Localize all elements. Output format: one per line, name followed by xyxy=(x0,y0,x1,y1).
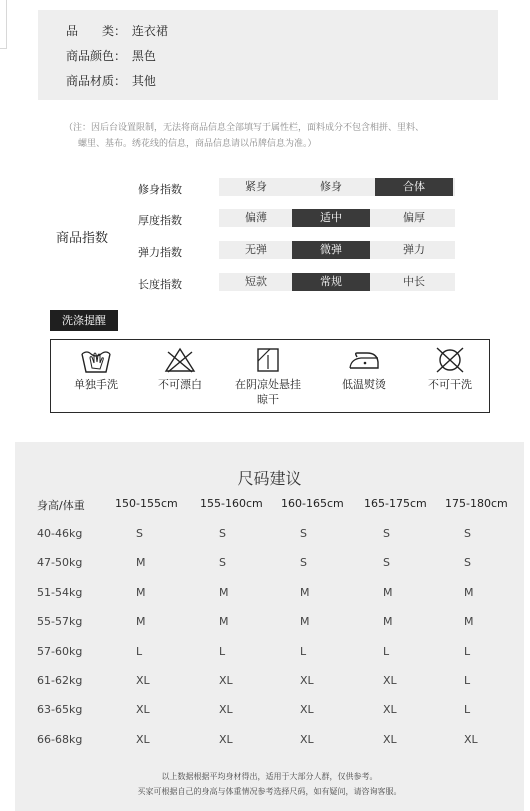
color-value: 黑色 xyxy=(131,49,156,63)
size-row-weight: 57-60kg xyxy=(37,644,83,658)
wash-item-no-bleach xyxy=(135,346,225,392)
size-cell: M xyxy=(136,615,146,629)
material-label: 商品材质： xyxy=(66,74,127,88)
index-option: 紧身 xyxy=(245,180,267,193)
size-cell: XL xyxy=(300,674,314,687)
size-cell: L xyxy=(383,644,390,658)
wash-text-4: 低温熨烫 xyxy=(342,378,386,391)
size-row-weight: 63-65kg xyxy=(37,703,83,717)
size-cell: XL xyxy=(300,732,314,746)
size-cell: S xyxy=(383,556,390,570)
size-cell: XL xyxy=(136,732,150,746)
index-options xyxy=(219,241,455,259)
product-info-panel xyxy=(38,10,498,100)
size-column-header: 150-155cm xyxy=(115,497,178,510)
wash-care-box xyxy=(50,339,490,413)
index-row-label: 修身指数 xyxy=(138,183,182,196)
color-row xyxy=(66,47,156,64)
size-row-weight: 47-50kg xyxy=(37,556,83,570)
size-cell: L xyxy=(464,703,471,717)
size-cell: S xyxy=(219,556,226,570)
no-bleach-icon xyxy=(163,346,197,374)
index-row-label: 长度指数 xyxy=(138,278,182,291)
size-cell: XL xyxy=(300,703,314,717)
size-cell: L xyxy=(464,674,471,687)
product-note xyxy=(64,120,504,152)
size-cell: S xyxy=(219,527,226,540)
size-cell: S xyxy=(464,527,471,540)
index-row-label: 弹力指数 xyxy=(138,246,182,259)
note-line-1: （注：因后台设置限制，无法将商品信息全部填写于属性栏，面料成分不包含相拼、里料、 xyxy=(64,123,425,133)
wash-text-3b: 晾干 xyxy=(257,393,279,406)
size-cell: M xyxy=(136,556,146,570)
material-value: 其他 xyxy=(131,74,156,88)
size-row-weight: 40-46kg xyxy=(37,527,83,540)
size-cell: M xyxy=(219,585,229,599)
index-row-label: 厚度指数 xyxy=(138,214,182,227)
index-option-selected: 适中 xyxy=(292,209,370,227)
color-label: 商品颜色： xyxy=(66,49,127,63)
size-row-weight: 51-54kg xyxy=(37,585,83,599)
page-edge-fragment xyxy=(0,0,7,49)
index-options xyxy=(219,178,455,196)
wash-text-5: 不可干洗 xyxy=(428,378,472,391)
index-option: 偏薄 xyxy=(245,211,267,224)
note-line-2: 螺里、基布。绣花线的信息，商品信息请以吊牌信息为准。） xyxy=(78,139,317,149)
size-row-weight: 61-62kg xyxy=(37,674,83,687)
size-cell: M xyxy=(300,615,310,629)
index-option: 无弹 xyxy=(245,243,267,256)
size-footer-2: 买家可根据自己的身高与体重情况参考选择尺码，如有疑问，请咨询客服。 xyxy=(137,787,402,796)
size-cell: L xyxy=(464,644,471,658)
category-value: 连衣裙 xyxy=(131,24,168,38)
size-cell: S xyxy=(300,556,307,570)
size-cell: M xyxy=(136,585,146,599)
size-cell: M xyxy=(464,585,474,599)
wash-item-no-dry-clean xyxy=(405,346,495,392)
category-label: 品 类： xyxy=(66,24,127,38)
index-option: 偏厚 xyxy=(403,211,425,224)
index-option-selected: 微弹 xyxy=(292,241,370,259)
size-cell: M xyxy=(383,585,393,599)
size-cell: XL xyxy=(136,703,150,717)
hand-wash-icon xyxy=(79,346,113,374)
size-cell: S xyxy=(383,527,390,540)
low-iron-icon xyxy=(347,346,381,374)
size-cell: L xyxy=(219,644,226,658)
size-cell: M xyxy=(219,615,229,629)
size-cell: M xyxy=(300,585,310,599)
size-column-header: 155-160cm xyxy=(200,497,263,510)
index-option-selected: 合体 xyxy=(375,178,453,196)
size-cell: S xyxy=(136,527,143,540)
index-option: 修身 xyxy=(320,180,342,193)
wash-text-3: 在阴凉处悬挂 xyxy=(235,378,301,391)
index-option: 弹力 xyxy=(403,243,425,256)
size-cell: XL xyxy=(136,674,150,687)
size-cell: XL xyxy=(464,732,478,746)
size-column-header: 175-180cm xyxy=(445,497,508,510)
line-dry-shade-icon xyxy=(251,346,285,374)
size-chart-panel xyxy=(15,442,524,811)
size-column-header: 165-175cm xyxy=(364,497,427,510)
wash-text-1: 单独手洗 xyxy=(74,378,118,391)
index-option-selected: 常规 xyxy=(292,273,370,291)
wash-item-low-iron xyxy=(319,346,409,392)
size-cell: XL xyxy=(383,732,397,746)
size-cell: M xyxy=(464,615,474,629)
size-row-weight: 66-68kg xyxy=(37,732,83,746)
category-row xyxy=(66,22,168,39)
size-cell: S xyxy=(464,556,471,570)
size-column-header: 身高/体重 xyxy=(37,499,85,512)
material-row xyxy=(66,72,156,89)
size-cell: L xyxy=(136,644,143,658)
no-dry-clean-icon xyxy=(433,346,467,374)
size-cell: S xyxy=(300,527,307,540)
wash-item-line-dry xyxy=(223,346,313,407)
index-title: 商品指数 xyxy=(56,231,109,246)
index-options xyxy=(219,273,455,291)
size-cell: XL xyxy=(219,703,233,717)
size-cell: L xyxy=(300,644,307,658)
size-cell: XL xyxy=(219,732,233,746)
size-footer-1: 以上数据根据平均身材得出，适用于大部分人群，仅供参考。 xyxy=(161,772,378,781)
size-cell: XL xyxy=(383,674,397,687)
wash-item-hand-wash xyxy=(51,346,141,392)
size-cell: M xyxy=(383,615,393,629)
wash-label: 洗涤提醒 xyxy=(50,310,118,331)
index-options xyxy=(219,209,455,227)
size-row-weight: 55-57kg xyxy=(37,615,83,629)
index-option: 短款 xyxy=(245,275,267,288)
size-column-header: 160-165cm xyxy=(281,497,344,510)
index-option: 中长 xyxy=(403,275,425,288)
size-chart-title: 尺码建议 xyxy=(237,469,302,488)
wash-text-2: 不可漂白 xyxy=(158,378,202,391)
size-cell: XL xyxy=(219,674,233,687)
size-cell: XL xyxy=(383,703,397,717)
